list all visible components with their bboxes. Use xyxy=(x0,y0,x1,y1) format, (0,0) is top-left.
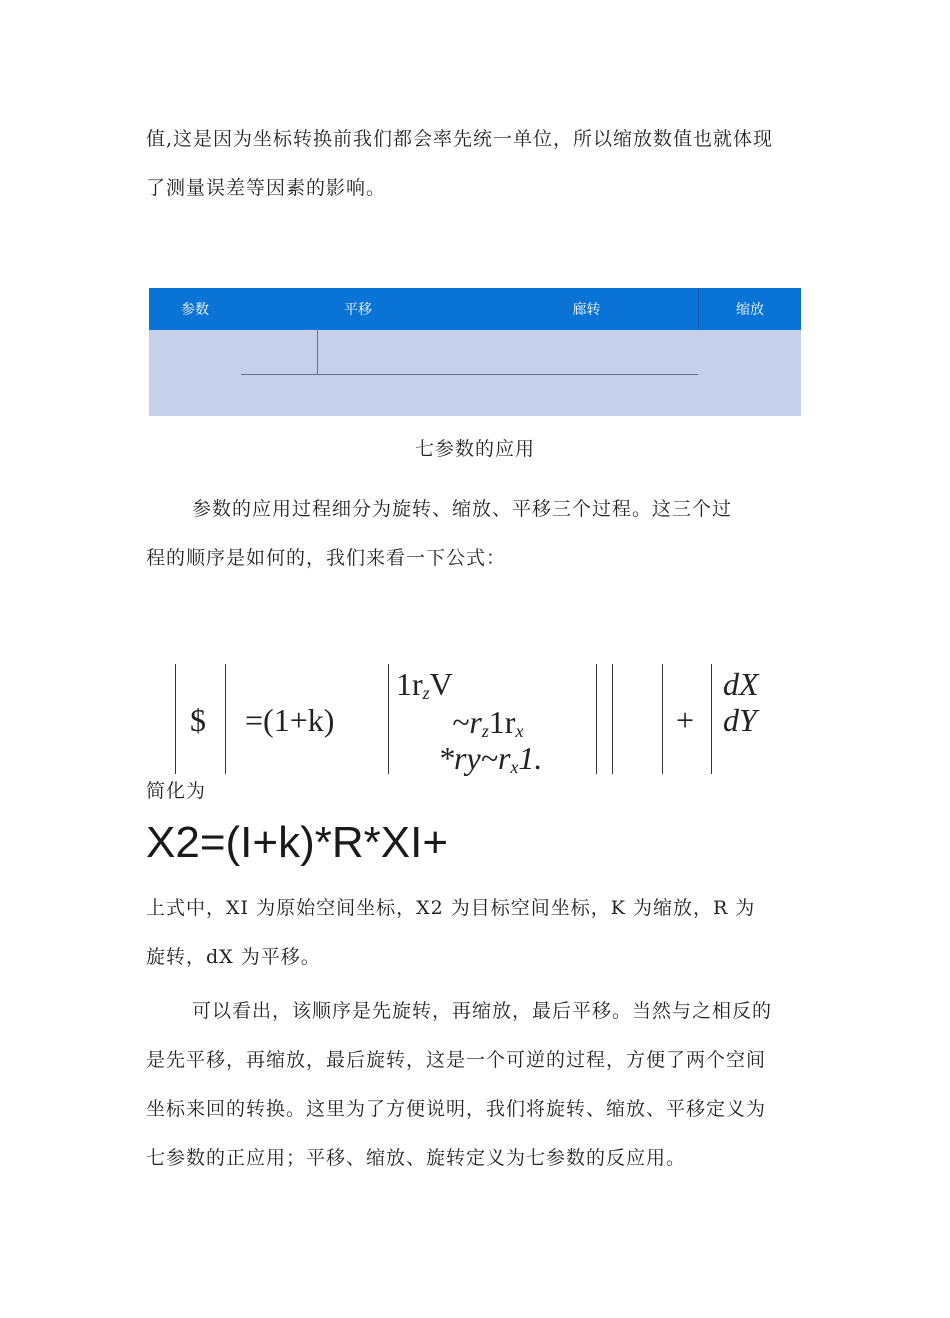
formula-dollar: $ xyxy=(190,702,206,738)
table-horizontal-rule xyxy=(241,374,698,375)
formula-bar-5 xyxy=(612,664,613,774)
formula-bar-3 xyxy=(388,664,389,774)
formula-matrix-row-2: $\sim r_z1r_x$ xyxy=(452,704,524,741)
simplified-formula: X2=(I+k)*R*XI+ xyxy=(146,818,449,867)
para3-line-3: 坐标来回的转换。这里为了方便说明，我们将旋转、缩放、平移定义为 xyxy=(146,1098,767,1120)
para1-line-1: 参数的应用过程细分为旋转、缩放、平移三个过程。这三个过 xyxy=(192,498,733,520)
formula-matrix-row-1: $1r_zV$ xyxy=(396,666,453,703)
formula-bar-7 xyxy=(711,664,712,774)
para3-line-4: 七参数的正应用；平移、缩放、旋转定义为七参数的反应用。 xyxy=(146,1147,687,1169)
formula-plus: + xyxy=(676,702,695,738)
table-header-rotation: 廊转 xyxy=(572,302,601,318)
formula-bar-1 xyxy=(175,664,176,774)
parameter-table xyxy=(149,288,801,416)
formula-bar-6 xyxy=(662,664,663,774)
table-vertical-rule xyxy=(317,330,318,374)
table-header-translation: 平移 xyxy=(344,302,372,318)
formula-dy: dY xyxy=(723,702,757,738)
intro-line-2: 了测量误差等因素的影响。 xyxy=(146,177,387,199)
formula-dx: dX xyxy=(723,666,759,702)
para2-line-2: 旋转，dX 为平移。 xyxy=(146,946,321,968)
intro-line-1: 值,这是因为坐标转换前我们都会率先统一单位，所以缩放数值也就体现 xyxy=(146,128,774,150)
formula-scale-factor: =(1+k) xyxy=(245,702,335,738)
simplify-label: 简化为 xyxy=(146,780,207,802)
para3-line-1: 可以看出，该顺序是先旋转，再缩放，最后平移。当然与之相反的 xyxy=(192,1000,773,1022)
table-header-params: 参数 xyxy=(181,302,209,318)
formula-bar-2 xyxy=(225,664,226,774)
formula-matrix-row-3: $*ry\sim r_x1$. xyxy=(438,740,543,777)
table-caption: 七参数的应用 xyxy=(414,438,535,460)
para1-line-2: 程的顺序是如何的，我们来看一下公式： xyxy=(146,547,507,569)
para2-line-1: 上式中，XI 为原始空间坐标，X2 为目标空间坐标，K 为缩放，R 为 xyxy=(146,897,756,919)
para3-line-2: 是先平移，再缩放，最后旋转，这是一个可逆的过程，方便了两个空间 xyxy=(146,1049,767,1071)
table-header-row xyxy=(149,288,801,330)
table-header-scale: 缩放 xyxy=(736,302,764,318)
formula-bar-4 xyxy=(596,664,597,774)
